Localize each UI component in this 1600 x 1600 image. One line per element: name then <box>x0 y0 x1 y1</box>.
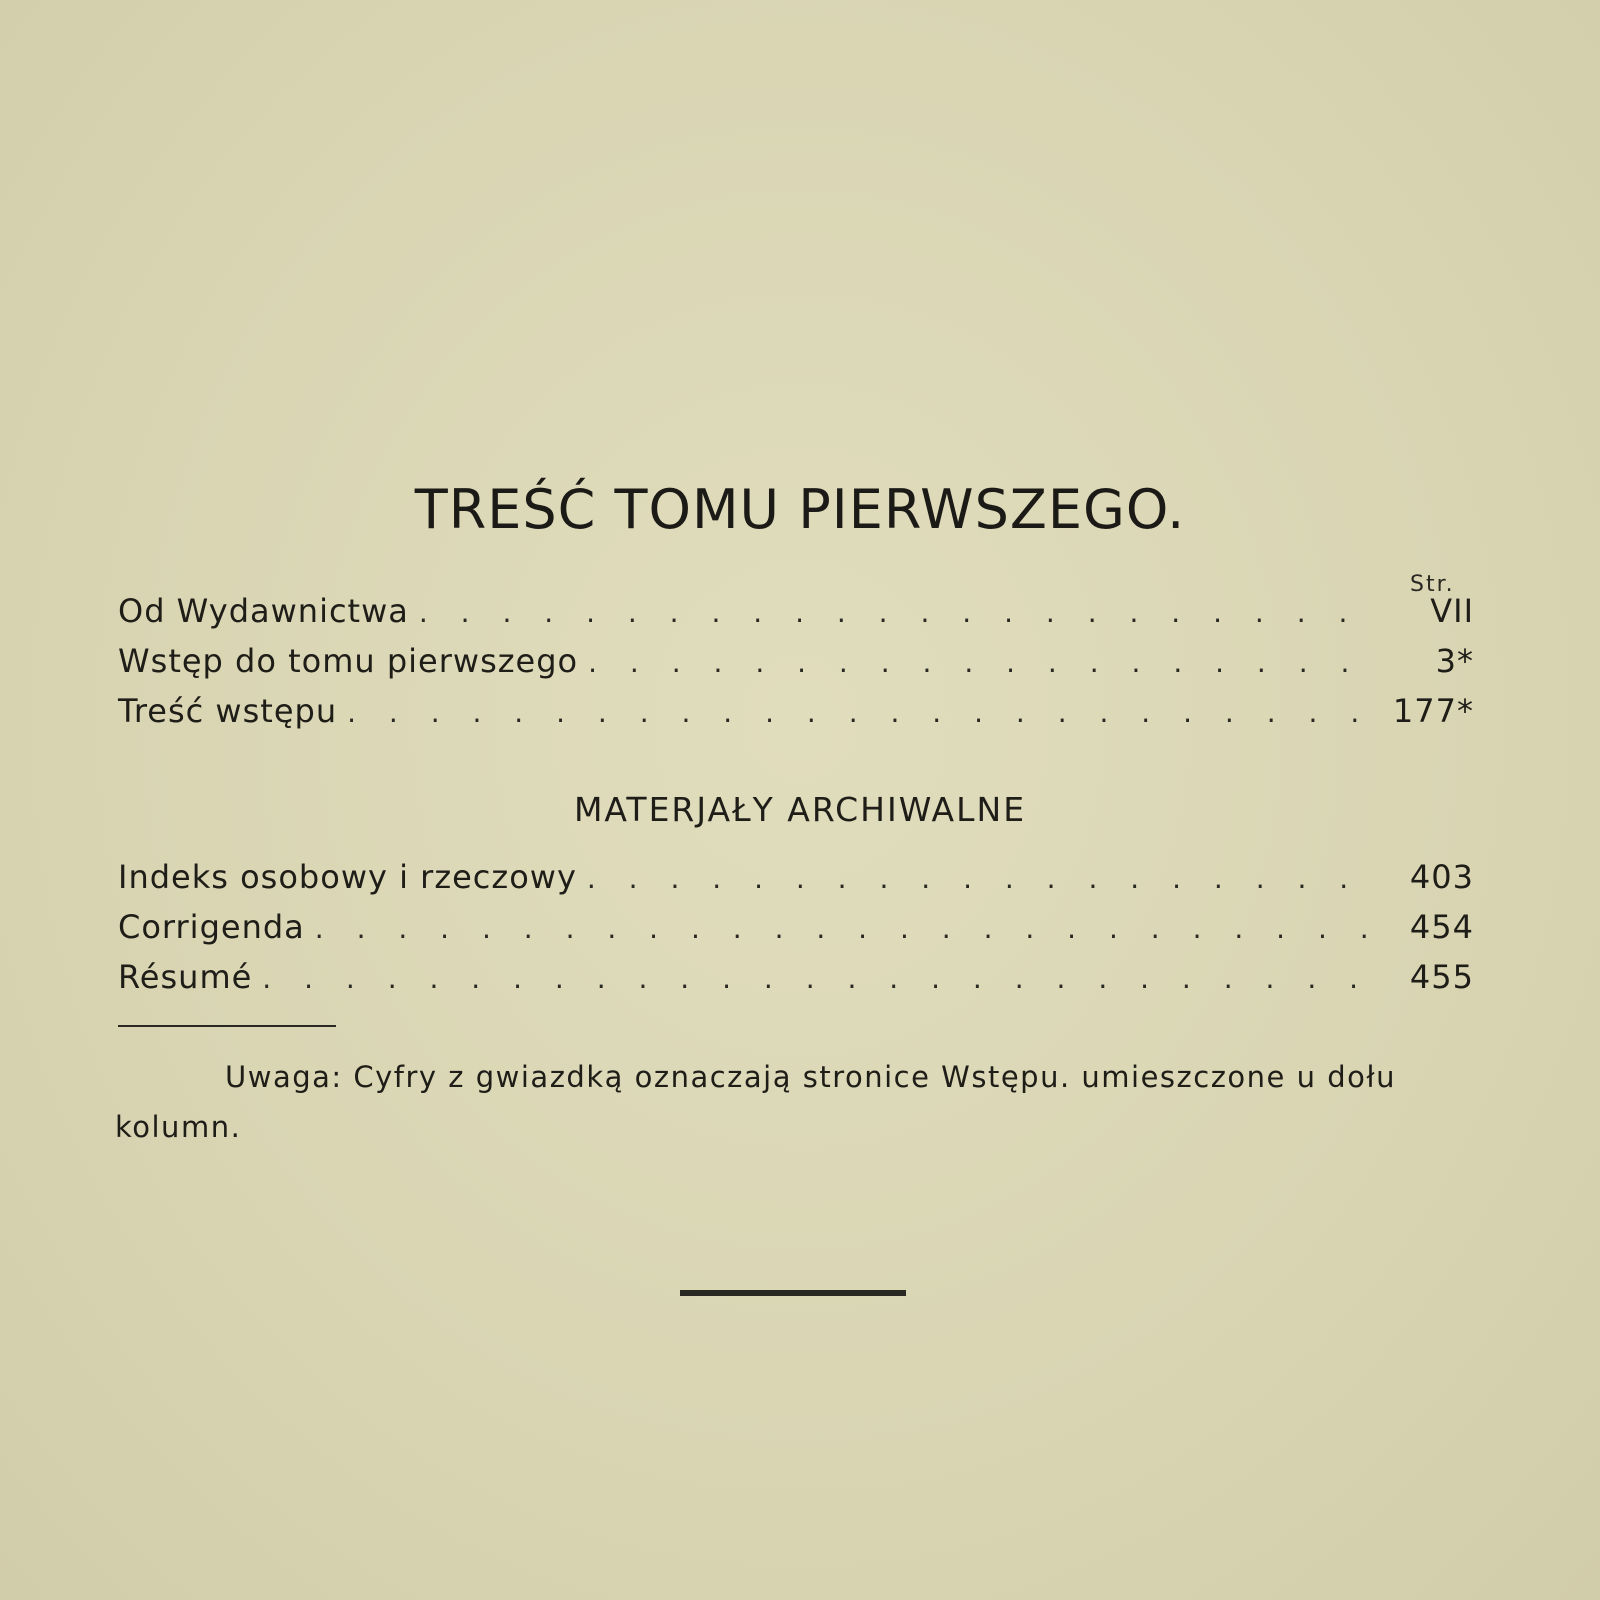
footnote-divider <box>118 1025 336 1027</box>
toc-entry-label: Treść wstępu <box>118 692 338 730</box>
toc-entry-label: Corrigenda <box>118 908 305 946</box>
dot-leader <box>347 696 1376 729</box>
dot-leader <box>419 596 1376 629</box>
toc-entry-page: 454 <box>1409 908 1474 946</box>
dot-leader <box>315 912 1376 945</box>
toc-entry <box>118 858 1474 908</box>
toc-entry <box>118 692 1474 742</box>
toc-entry-label: Od Wydawnictwa <box>118 592 409 630</box>
end-rule <box>680 1290 906 1296</box>
toc-entry-label: Wstęp do tomu pierwszego <box>118 642 579 680</box>
toc-entry-page: 3* <box>1435 642 1474 680</box>
toc-entry-page: 177* <box>1392 692 1474 730</box>
toc-entry <box>118 642 1474 692</box>
footnote-text: Uwaga: Cyfry z gwiazdką oznaczają stronice Wstępu. umieszczone u dołu kolumn. <box>115 1060 1396 1144</box>
dot-leader <box>587 862 1376 895</box>
toc-entry-label: Résumé <box>118 958 253 996</box>
page-column-label: Str. <box>1410 572 1455 597</box>
toc-entry <box>118 908 1474 958</box>
intro-toc-list <box>118 592 1474 742</box>
toc-entry <box>118 958 1474 1008</box>
toc-entry-page: 403 <box>1409 858 1474 896</box>
toc-entry <box>118 592 1474 642</box>
page-title: TREŚĆ TOMU PIERWSZEGO. <box>414 478 1186 541</box>
archive-toc-list <box>118 858 1474 1008</box>
toc-entry-page: 455 <box>1409 958 1474 996</box>
dot-leader <box>262 962 1376 995</box>
toc-entry-label: Indeks osobowy i rzeczowy <box>118 858 577 896</box>
section-heading: MATERJAŁY ARCHIWALNE <box>573 790 1027 829</box>
dot-leader <box>588 646 1376 679</box>
toc-entry-page: VII <box>1430 592 1474 630</box>
